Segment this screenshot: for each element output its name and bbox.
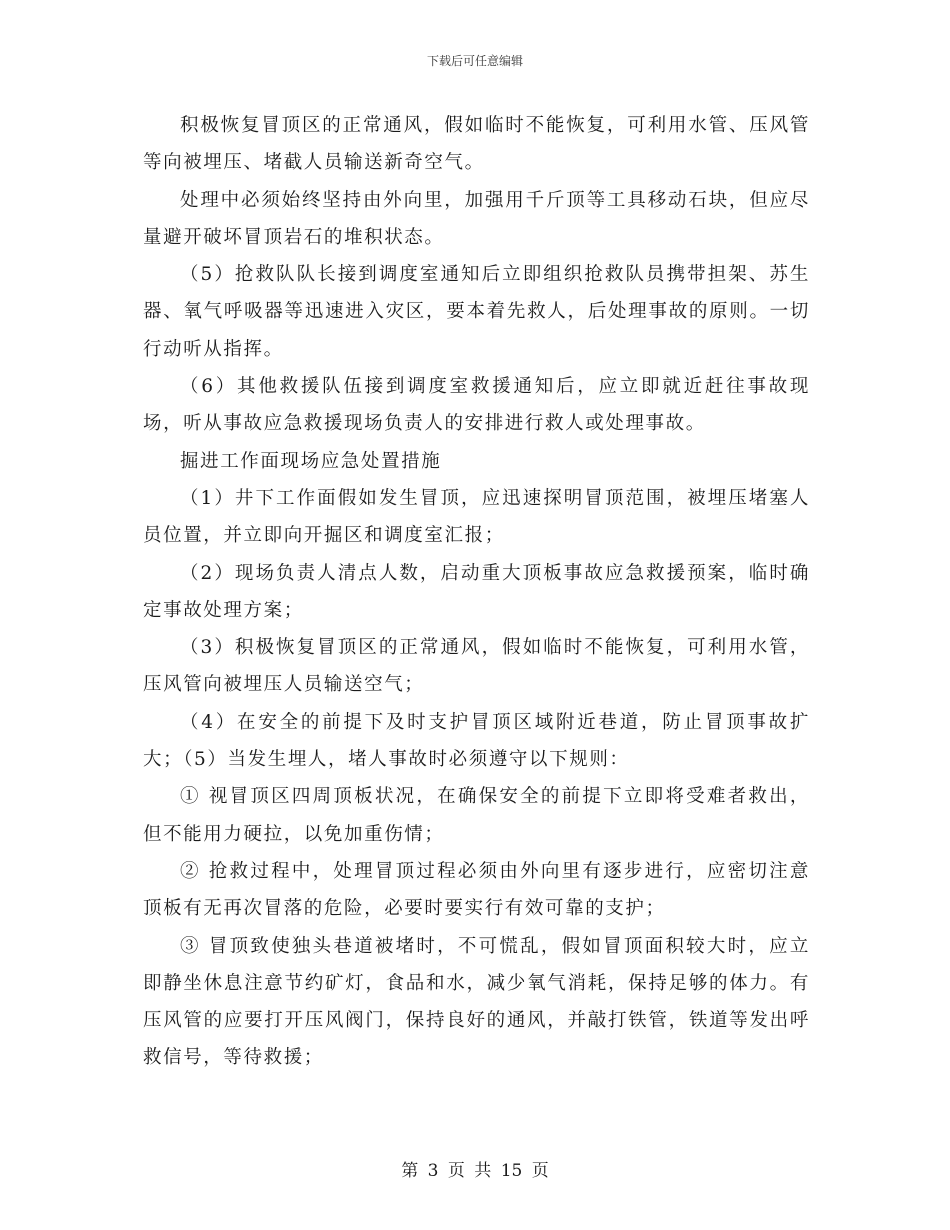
page-number: 第 3 页 共 15 页 [401,1161,549,1181]
paragraph: （6）其他救援队伍接到调度室救援通知后，应立即就近赶往事故现场，听从事故应急救援现场负责人的安排进行救人或处理事故。 [143,376,810,435]
paragraph: （5）抢救队队长接到调度室通知后立即组织抢救队员携带担架、苏生器、氧气呼吸器等迅速进入灾区，要本着先救人，后处理事故的原则。一切行动听从指挥。 [143,264,810,360]
paragraph: ③ 冒顶致使独头巷道被堵时，不可慌乱，假如冒顶面积较大时，应立即静坐休息注意节约矿灯，食品和水，减少氧气消耗，保持足够的体力。有压风管的应要打开压风阀门，保持良好的通风，并敲打铁管，铁道等发出呼救信号，等待救援； [143,935,810,1069]
paragraph: 处理中必须始终坚持由外向里，加强用千斤顶等工具移动石块，但应尽量避开破坏冒顶岩石的堆积状态。 [143,189,810,248]
document-body [143,107,810,1077]
paragraph: ② 抢救过程中，处理冒顶过程必须由外向里有逐步进行，应密切注意顶板有无再次冒落的危险，必要时要实行有效可靠的支护； [143,860,810,920]
section-heading: 掘进工作面现场应急处置措施 [180,450,442,472]
paragraph: （2）现场负责人清点人数，启动重大顶板事故应急救援预案，临时确定事故处理方案； [143,562,810,621]
page-header: 下载后可任意编辑 [426,54,523,68]
paragraph: （1）井下工作面假如发生冒顶，应迅速探明冒顶范围，被埋压堵塞人员位置，并立即向开掘区和调度室汇报； [143,487,810,547]
paragraph: 积极恢复冒顶区的正常通风，假如临时不能恢复，可利用水管、压风管等向被埋压、堵截人员输送新奇空气。 [143,115,810,174]
paragraph: ① 视冒顶区四周顶板状况，在确保安全的前提下立即将受难者救出，但不能用力硬拉，以免加重伤情； [143,786,810,845]
paragraph: （3）积极恢复冒顶区的正常通风，假如临时不能恢复，可利用水管，压风管向被埋压人员输送空气； [143,637,810,696]
paragraph: （4）在安全的前提下及时支护冒顶区域附近巷道，防止冒顶事故扩大；（5）当发生埋人，堵人事故时必须遵守以下规则： [143,711,810,771]
